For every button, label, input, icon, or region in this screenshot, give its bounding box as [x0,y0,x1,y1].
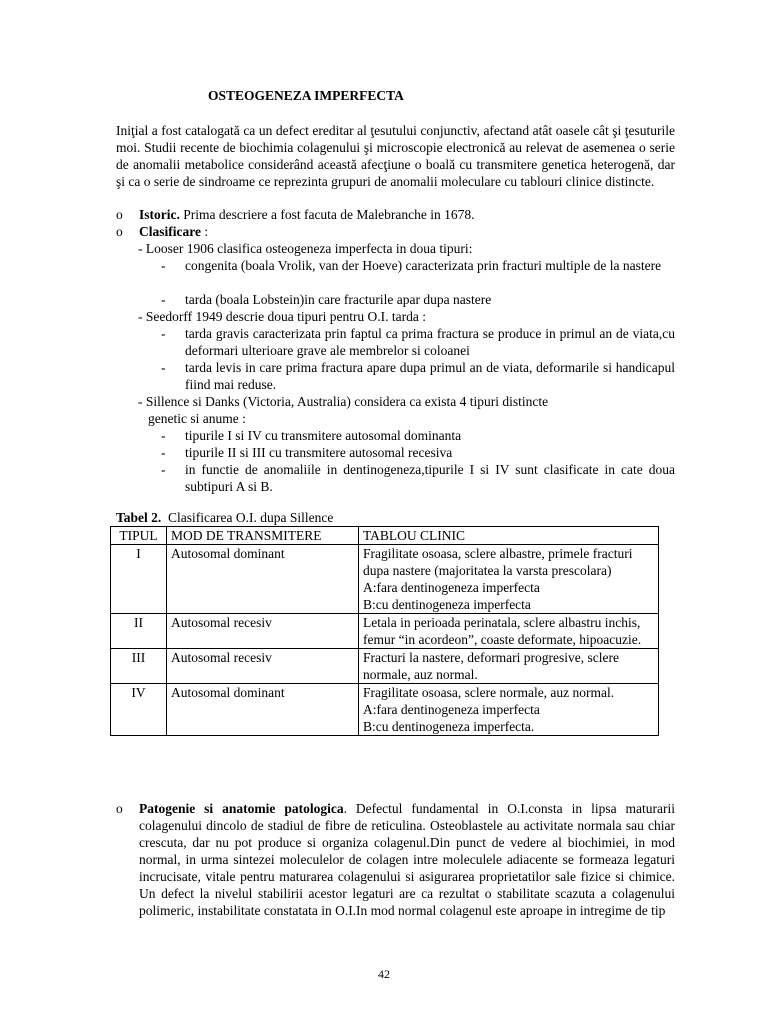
table-cell-clinic [359,649,659,684]
seedorff-item-text: tarda levis in care prima fractura apare dupa primul an de viata, deformarile si handicapul fiind mai reduse. [185,360,675,392]
table-cell-clinic [359,614,659,649]
table-cell-mod: Autosomal dominant [167,545,359,614]
clinic-line: A:fara dentinogeneza imperfecta [363,702,540,717]
table-cell-tip: I [111,545,167,614]
patogenie-label: Patogenie si anatomie patologica [139,801,344,816]
sillence-item-text: in functie de anomaliile in dentinogeneza,tipurile I si IV sunt clasificate in cate doua subtipuri A si B. [185,462,675,494]
table-header-cell: TABLOU CLINIC [359,527,659,545]
table-caption [116,509,333,526]
looser-item-text: tarda (boala Lobstein)in care fracturile apar dupa nastere [185,292,492,307]
patogenie-paragraph [139,800,675,919]
table-cell-clinic [359,545,659,614]
istoric-text: Prima descriere a fost facuta de Malebranche in 1678. [179,207,475,222]
sillence-item-text: tipurile I si IV cu transmitere autosomal dominanta [185,428,462,443]
clinic-line: B:cu dentinogeneza imperfecta. [363,719,535,734]
dash-marker: - [161,445,166,460]
table-row [111,545,659,614]
bullet-marker: o [116,207,123,222]
table-caption-text: Clasificarea O.I. dupa Sillence [161,510,334,525]
seedorff-item-text: tarda gravis caracterizata prin faptul ca prima fractura se produce in primul an de viata,cu deformari ulterioare grave ale membrelor si coloanei [185,326,675,358]
table-cell-tip: II [111,614,167,649]
table-caption-label: Tabel 2. [116,510,162,525]
table-cell-mod: Autosomal recesiv [167,649,359,684]
intro-paragraph: Iniţial a fost catalogată ca un defect ereditar al ţesutului conjunctiv, afectand atât oasele cât şi ţesuturile moi. Studii recente de biochimia colagenului şi microscopie electronică au relevat de asemenea o serie de anomalii metabolice considerând această afecţiune o boală cu transmitere genetica heterogenă, dar şi ca o serie de sindroame ce reprezinta grupuri de anomalii moleculare cu tablouri clinice distincte. [116,123,675,189]
sillence-item-text: tipurile II si III cu transmitere autosomal recesiva [185,445,453,460]
dash-marker: - [161,462,166,477]
table-cell-clinic [359,684,659,736]
bullet-marker: o [116,801,123,816]
sillence-line: - Sillence si Danks (Victoria, Australia) considera ca exista 4 tipuri distincte [138,394,549,409]
clinic-line: Fragilitate osoasa, sclere normale, auz normal. [363,685,615,700]
dash-marker: - [161,428,166,443]
clinic-line: Letala in perioada perinatala, sclere albastru inchis, femur “in acordeon”, coaste deformate, hipoacuzie. [363,615,642,647]
clinic-line: Fracturi la nastere, deformari progresive, sclere normale, auz normal. [363,650,620,682]
sillence-table [110,526,659,736]
dash-marker: - [161,258,166,273]
table-row [111,684,659,736]
istoric-label: Istoric. [139,207,180,222]
looser-item-text: congenita (boala Vrolik, van der Hoeve) caracterizata prin fracturi multiple de la nastere [185,258,662,273]
clinic-line: B:cu dentinogeneza imperfecta [363,597,531,612]
table-header-cell: MOD DE TRANSMITERE [167,527,359,545]
bullet-marker: o [116,224,123,239]
dash-marker: - [161,360,166,375]
looser-line: - Looser 1906 clasifica osteogeneza imperfecta in doua tipuri: [138,241,473,256]
page-number: 42 [378,967,390,981]
clasificare-label: Clasificare [139,224,201,239]
table-cell-mod: Autosomal dominant [167,684,359,736]
page-title: OSTEOGENEZA IMPERFECTA [208,88,404,103]
clasificare-text: : [200,224,209,239]
table-cell-tip: III [111,649,167,684]
table-row [111,614,659,649]
dash-marker: - [161,292,166,307]
clinic-line: A:fara dentinogeneza imperfecta [363,580,540,595]
table-cell-tip: IV [111,684,167,736]
patogenie-text: . Defectul fundamental in O.I.consta in lipsa maturarii colagenului dincolo de stadiul de fibre de reticulina. Osteoblastele au activitate normala sau chiar crescuta, dar nu pot produce si organiza colagenul.Din punct de vedere al biochimiei, in mod normal, in urma sintezei moleculelor de colagen intre moleculele adiacente se formeaza legaturi incrucisate, vitale pentru maturarea colagenului si asigurarea proprietatilor sale fizice si chimice. Un defect la nivelul stabilirii acestor legaturi are ca rezultat o stabilitate scazuta a colagenului polimeric, instabilitate constatata in O.I.In mod normal colagenul este aproape in intregime de tip [139,801,675,918]
table-row [111,649,659,684]
table-header-row [111,527,659,545]
seedorff-line: - Seedorff 1949 descrie doua tipuri pentru O.I. tarda : [138,309,427,324]
table-header-cell: TIPUL [111,527,167,545]
dash-marker: - [161,326,166,341]
table-cell-mod: Autosomal recesiv [167,614,359,649]
clinic-line: Fragilitate osoasa, sclere albastre, primele fracturi dupa nastere (majoritatea la varsta prescolara) [363,546,633,578]
sillence-line-2: genetic si anume : [148,411,246,426]
